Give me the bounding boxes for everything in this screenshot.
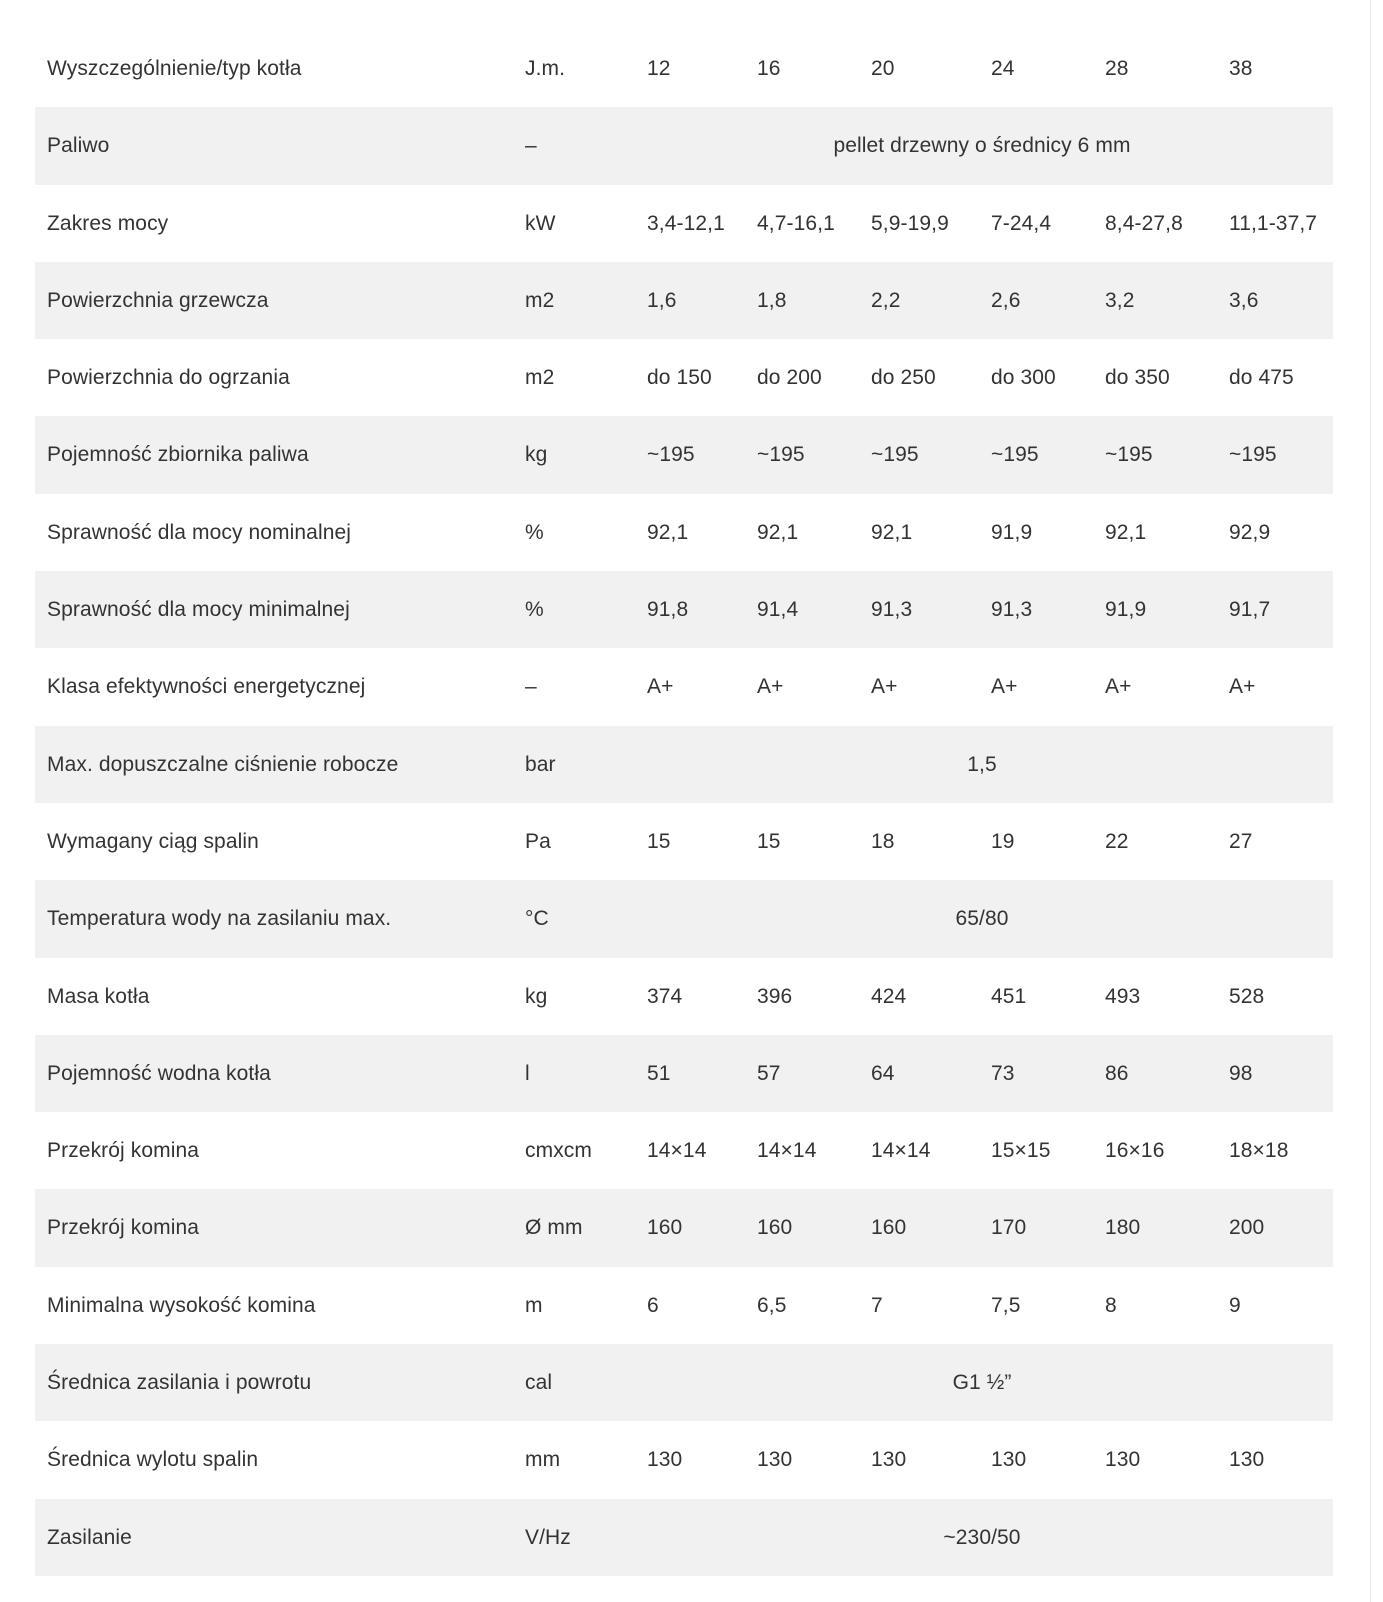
table-row — [35, 648, 1333, 725]
table-header-row — [35, 30, 1333, 107]
row-value-cell: 160 — [757, 1216, 793, 1240]
row-value-cell: do 350 — [1105, 366, 1170, 390]
row-name-cell: Przekrój komina — [47, 1216, 200, 1240]
row-value-cell: 374 — [647, 984, 683, 1008]
header-unit-cell: J.m. — [525, 57, 566, 80]
table-row — [35, 262, 1333, 339]
row-name-cell: Pojemność wodna kotła — [47, 1061, 271, 1085]
row-unit-cell: bar — [525, 752, 556, 776]
row-value-cell: 3,4-12,1 — [647, 211, 725, 235]
row-value-cell: A+ — [991, 675, 1018, 699]
row-value-cell: 7 — [871, 1293, 883, 1317]
row-value-cell: 14×14 — [757, 1139, 817, 1163]
row-name-cell: Średnica wylotu spalin — [47, 1448, 259, 1472]
row-value-cell: 2,6 — [991, 288, 1021, 312]
row-value-cell: 11,1-37,7 — [1229, 211, 1318, 235]
row-value-cell: ~195 — [1229, 443, 1277, 467]
row-value-cell: 493 — [1105, 984, 1141, 1008]
row-value-cell: 27 — [1229, 829, 1253, 853]
row-value-cell: 98 — [1229, 1061, 1253, 1085]
row-unit-cell: V/Hz — [525, 1525, 571, 1549]
row-unit-cell: l — [525, 1061, 530, 1085]
table-row — [35, 107, 1333, 184]
row-value-cell: 15 — [647, 829, 671, 853]
row-merged-value-cell: pellet drzewny o średnicy 6 mm — [833, 134, 1131, 158]
row-value-cell: 92,9 — [1229, 520, 1271, 544]
page-edge-divider — [1370, 0, 1371, 1602]
row-unit-cell: kg — [525, 443, 548, 467]
table-row — [35, 494, 1333, 571]
table-row — [35, 1035, 1333, 1112]
table-row — [35, 1267, 1333, 1344]
row-name-cell: Temperatura wody na zasilaniu max. — [47, 907, 392, 931]
row-value-cell: 14×14 — [871, 1139, 931, 1163]
row-value-cell: 2,2 — [871, 288, 901, 312]
row-unit-cell: – — [525, 675, 537, 699]
row-name-cell: Paliwo — [47, 134, 110, 158]
row-value-cell: 91,3 — [871, 598, 913, 622]
table-row — [35, 339, 1333, 416]
row-value-cell: do 300 — [991, 366, 1056, 390]
row-unit-cell: °C — [525, 907, 549, 931]
row-value-cell: 160 — [647, 1216, 683, 1240]
row-value-cell: 19 — [991, 829, 1015, 853]
boiler-spec-table — [35, 30, 1333, 1576]
row-value-cell: 91,3 — [991, 598, 1033, 622]
row-value-cell: ~195 — [647, 443, 695, 467]
row-value-cell: 6 — [647, 1293, 659, 1317]
header-value-cell: 24 — [991, 57, 1015, 80]
table-row — [35, 571, 1333, 648]
row-value-cell: 528 — [1229, 984, 1265, 1008]
row-value-cell: 130 — [991, 1448, 1027, 1472]
table-row — [35, 1344, 1333, 1421]
header-value-cell: 20 — [871, 57, 895, 80]
row-name-cell: Minimalna wysokość komina — [47, 1293, 316, 1317]
row-value-cell: 91,9 — [1105, 598, 1147, 622]
row-value-cell: 64 — [871, 1061, 895, 1085]
row-value-cell: do 150 — [647, 366, 712, 390]
row-value-cell: 92,1 — [647, 520, 689, 544]
row-name-cell: Powierzchnia do ogrzania — [47, 366, 290, 390]
row-name-cell: Średnica zasilania i powrotu — [47, 1371, 312, 1395]
table-row — [35, 416, 1333, 493]
row-unit-cell: cmxcm — [525, 1139, 592, 1163]
row-value-cell: A+ — [757, 675, 784, 699]
row-value-cell: 86 — [1105, 1061, 1129, 1085]
row-name-cell: Pojemność zbiornika paliwa — [47, 443, 309, 467]
row-value-cell: 91,7 — [1229, 598, 1271, 622]
row-value-cell: 22 — [1105, 829, 1129, 853]
row-merged-value-cell: 1,5 — [967, 752, 997, 776]
row-value-cell: 130 — [871, 1448, 907, 1472]
row-name-cell: Zakres mocy — [47, 211, 169, 235]
row-value-cell: 16×16 — [1105, 1139, 1165, 1163]
row-name-cell: Sprawność dla mocy minimalnej — [47, 598, 350, 622]
row-unit-cell: % — [525, 598, 544, 622]
row-value-cell: 3,2 — [1105, 288, 1135, 312]
row-value-cell: 130 — [1105, 1448, 1141, 1472]
table-row — [35, 803, 1333, 880]
row-value-cell: 7,5 — [991, 1293, 1021, 1317]
row-value-cell: 5,9-19,9 — [871, 211, 949, 235]
row-value-cell: 424 — [871, 984, 907, 1008]
row-value-cell: 170 — [991, 1216, 1027, 1240]
row-unit-cell: m — [525, 1293, 543, 1317]
row-value-cell: A+ — [1229, 675, 1256, 699]
header-value-cell: 28 — [1105, 57, 1129, 80]
row-unit-cell: Ø mm — [525, 1216, 583, 1240]
row-unit-cell: % — [525, 520, 544, 544]
row-merged-value-cell: G1 ½” — [952, 1371, 1012, 1395]
row-value-cell: 92,1 — [757, 520, 799, 544]
row-value-cell: 15×15 — [991, 1139, 1051, 1163]
row-value-cell: 18 — [871, 829, 895, 853]
table-row — [35, 1499, 1333, 1576]
header-value-cell: 38 — [1229, 57, 1253, 80]
row-value-cell: 15 — [757, 829, 781, 853]
row-value-cell: A+ — [871, 675, 898, 699]
row-value-cell: 130 — [647, 1448, 683, 1472]
row-name-cell: Powierzchnia grzewcza — [47, 288, 269, 312]
row-value-cell: 91,4 — [757, 598, 799, 622]
row-value-cell: 92,1 — [871, 520, 913, 544]
row-name-cell: Masa kotła — [47, 984, 150, 1008]
table-row — [35, 185, 1333, 262]
row-value-cell: 1,8 — [757, 288, 787, 312]
row-value-cell: do 250 — [871, 366, 936, 390]
row-value-cell: 180 — [1105, 1216, 1141, 1240]
row-value-cell: 396 — [757, 984, 793, 1008]
row-value-cell: 91,9 — [991, 520, 1033, 544]
row-unit-cell: cal — [525, 1371, 553, 1395]
row-value-cell: do 200 — [757, 366, 822, 390]
header-value-cell: 12 — [647, 57, 671, 80]
row-value-cell: 18×18 — [1229, 1139, 1289, 1163]
row-value-cell: ~195 — [871, 443, 919, 467]
row-merged-value-cell: ~230/50 — [943, 1525, 1021, 1549]
table-row — [35, 958, 1333, 1035]
row-value-cell: 451 — [991, 984, 1027, 1008]
row-value-cell: 130 — [757, 1448, 793, 1472]
row-unit-cell: m2 — [525, 288, 555, 312]
row-merged-value-cell: 65/80 — [955, 907, 1009, 931]
row-value-cell: 6,5 — [757, 1293, 787, 1317]
row-value-cell: 3,6 — [1229, 288, 1259, 312]
table-row — [35, 880, 1333, 957]
table-row — [35, 1189, 1333, 1266]
row-unit-cell: Pa — [525, 829, 551, 853]
row-value-cell: A+ — [1105, 675, 1132, 699]
row-unit-cell: kW — [525, 211, 556, 235]
row-name-cell: Wymagany ciąg spalin — [47, 829, 259, 853]
row-value-cell: A+ — [647, 675, 674, 699]
row-value-cell: 73 — [991, 1061, 1015, 1085]
header-value-cell: 16 — [757, 57, 781, 80]
row-value-cell: 160 — [871, 1216, 907, 1240]
row-value-cell: 8 — [1105, 1293, 1117, 1317]
row-value-cell: ~195 — [757, 443, 805, 467]
row-value-cell: 8,4-27,8 — [1105, 211, 1183, 235]
table-row — [35, 726, 1333, 803]
row-value-cell: 51 — [647, 1061, 671, 1085]
row-name-cell: Max. dopuszczalne ciśnienie robocze — [47, 752, 399, 776]
row-name-cell: Sprawność dla mocy nominalnej — [47, 520, 352, 544]
row-unit-cell: m2 — [525, 366, 555, 390]
row-value-cell: 92,1 — [1105, 520, 1147, 544]
row-value-cell: 4,7-16,1 — [757, 211, 835, 235]
row-value-cell: 57 — [757, 1061, 781, 1085]
row-value-cell: 1,6 — [647, 288, 677, 312]
table-row — [35, 1112, 1333, 1189]
row-name-cell: Przekrój komina — [47, 1139, 200, 1163]
row-value-cell: 14×14 — [647, 1139, 707, 1163]
table-row — [35, 1421, 1333, 1498]
row-value-cell: ~195 — [991, 443, 1039, 467]
row-name-cell: Klasa efektywności energetycznej — [47, 675, 366, 699]
row-value-cell: ~195 — [1105, 443, 1153, 467]
row-unit-cell: kg — [525, 984, 548, 1008]
header-name-cell: Wyszczególnienie/typ kotła — [47, 57, 302, 80]
row-value-cell: do 475 — [1229, 366, 1294, 390]
row-value-cell: 200 — [1229, 1216, 1265, 1240]
row-value-cell: 91,8 — [647, 598, 689, 622]
row-value-cell: 9 — [1229, 1293, 1241, 1317]
row-name-cell: Zasilanie — [47, 1525, 132, 1549]
row-unit-cell: mm — [525, 1448, 561, 1472]
row-unit-cell: – — [525, 134, 537, 158]
row-value-cell: 130 — [1229, 1448, 1265, 1472]
row-value-cell: 7-24,4 — [991, 211, 1052, 235]
